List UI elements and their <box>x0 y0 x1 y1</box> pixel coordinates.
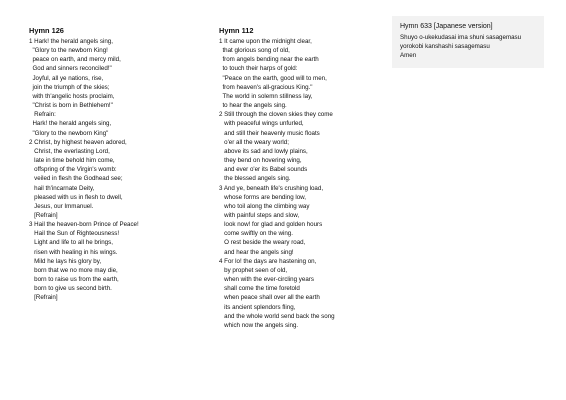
hymn-633-box <box>392 16 544 68</box>
hymn-line: from angels bending near the earth <box>219 56 319 64</box>
hymn-line: with painful steps and slow, <box>219 211 300 219</box>
hymn-line: veiled in flesh the Godhead see; <box>29 175 123 183</box>
hymn-line: "Glory to the newborn King! <box>29 47 108 55</box>
hymn-line: whose forms are bending low, <box>219 193 307 201</box>
hymn-line: 2 Still through the cloven skies they come <box>219 111 333 119</box>
hymn-line: 1 Hark! the herald angels sing, <box>29 38 113 45</box>
hymn-line: 3 And ye, beneath life's crushing load, <box>219 184 324 192</box>
hymn-line: when peace shall over all the earth <box>219 294 320 302</box>
hymn-line: the blessed angels sing. <box>219 175 291 183</box>
hymn-line: o'er all the weary world; <box>219 138 289 146</box>
hymn-line: with peaceful wings unfurled, <box>219 120 304 128</box>
hymn-line: "Glory to the newborn King" <box>29 129 109 137</box>
hymn-line: peace on earth, and mercy mild, <box>29 56 121 64</box>
hymn-line: and hear the angels sing! <box>219 248 294 256</box>
hymn-line: and the whole world send back the song <box>219 312 335 320</box>
hymn-112-column <box>219 26 384 330</box>
hymn-line: that glorious song of old, <box>219 47 290 55</box>
hymn-line: from heaven's all-gracious King." <box>219 83 313 91</box>
hymn-line: to touch their harps of gold: <box>219 65 298 73</box>
hymn-line: Refrain: <box>29 111 56 119</box>
hymn-line: and ever o'er its Babel sounds <box>219 166 308 174</box>
hymn-line: yorokobi kanshashi sasagemasu <box>400 43 490 50</box>
hymn-line: born to raise us from the earth, <box>29 276 119 284</box>
hymn-line: which now the angels sing. <box>219 321 299 329</box>
hymn-line: The world in solemn stillness lay, <box>219 92 313 100</box>
hymn-line: Hark! the herald angels sing, <box>29 120 112 128</box>
hymn-line: O rest beside the weary road, <box>219 239 306 247</box>
hymn-126-column <box>29 26 199 303</box>
hymn-title: Hymn 633 [Japanese version] <box>400 23 493 30</box>
hymn-line: Hail the Sun of Righteousness! <box>29 230 120 238</box>
hymn-line: Joyful, all ye nations, rise, <box>29 74 104 82</box>
hymn-line: look now! for glad and golden hours <box>219 221 323 229</box>
hymn-line: God and sinners reconciled!" <box>29 65 112 73</box>
hymn-line: above its sad and lowly plains, <box>219 147 308 155</box>
hymn-line: born to give us second birth. <box>29 285 112 293</box>
hymn-line: late in time behold him come, <box>29 157 115 165</box>
hymn-line: "Peace on the earth, good will to men, <box>219 74 327 82</box>
hymn-line: offspring of the Virgin's womb: <box>29 166 117 174</box>
hymn-line: 1 It came upon the midnight clear, <box>219 38 312 45</box>
hymn-line: hail th'incarnate Deity, <box>29 184 95 192</box>
hymn-title: Hymn 112 <box>219 26 254 35</box>
hymn-line: join the triumph of the skies; <box>29 83 110 91</box>
hymn-line: Christ, the everlasting Lord, <box>29 147 110 155</box>
hymn-title: Hymn 126 <box>29 26 64 35</box>
hymn-line: 3 Hail the heaven-born Prince of Peace! <box>29 221 139 229</box>
hymn-line: [Refrain] <box>29 294 58 302</box>
hymn-line: risen with healing in his wings. <box>29 248 118 256</box>
hymn-line: when with the ever-circling years <box>219 276 314 284</box>
hymn-line: come swiftly on the wing. <box>219 230 293 238</box>
hymn-line: [Refrain] <box>29 211 58 219</box>
hymn-line: Shuyo o-ukekudasai ima shuni sasagemasu <box>400 34 522 41</box>
hymn-line: Amen <box>400 52 417 59</box>
hymn-line: to hear the angels sing. <box>219 102 287 110</box>
hymn-line: Jesus, our Immanuel. <box>29 202 94 210</box>
hymn-line: Mild he lays his glory by, <box>29 257 102 265</box>
hymn-line: 2 Christ, by highest heaven adored, <box>29 138 127 146</box>
hymn-lines <box>219 37 384 330</box>
hymn-lines <box>400 33 544 60</box>
hymn-line: "Christ is born in Bethlehem!" <box>29 102 113 110</box>
hymn-line: its ancient splendors fling, <box>219 303 296 311</box>
hymn-line: 4 For lo! the days are hastening on, <box>219 257 317 265</box>
hymn-line: Light and life to all he brings, <box>29 239 113 247</box>
hymn-line: pleased with us in flesh to dwell, <box>29 193 123 201</box>
hymn-line: by prophet seen of old, <box>219 266 288 274</box>
hymn-line: and still their heavenly music floats <box>219 129 320 137</box>
hymn-lines <box>29 37 199 303</box>
hymn-line: shall come the time foretold <box>219 285 300 293</box>
hymn-line: born that we no more may die, <box>29 266 118 274</box>
hymn-line: they bend on hovering wing, <box>219 157 302 165</box>
hymn-line: who toil along the climbing way <box>219 202 310 210</box>
hymn-line: with th'angelic hosts proclaim, <box>29 92 115 100</box>
